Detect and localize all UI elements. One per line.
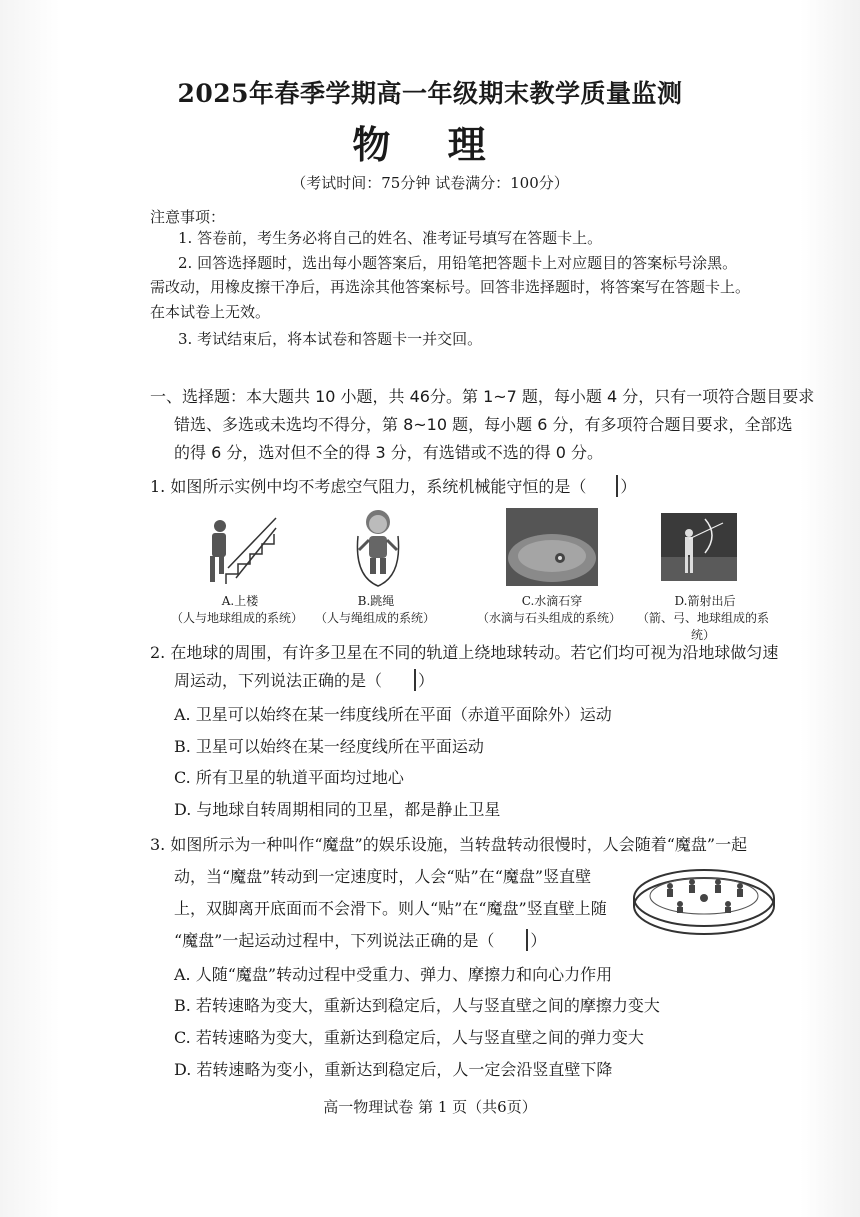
question-3-stem-line2: 动，当“魔盘”转动到一定速度时，人会“贴”在“魔盘”竖直壁	[174, 867, 592, 886]
subject-title: 物 理	[352, 122, 508, 167]
section-heading: 的得 6 分，选对但不全的得 3 分，有选错或不选的得 0 分。	[174, 443, 604, 462]
question-3-close: ）	[530, 931, 547, 950]
question-2-option-b: B. 卫星可以始终在某一经度线所在平面运动	[174, 737, 484, 756]
answer-blank	[384, 669, 416, 691]
figure-a-label: A.上楼	[221, 594, 259, 608]
notes-heading: 注意事项：	[150, 208, 226, 226]
question-2-option-c: C. 所有卫星的轨道平面均过地心	[174, 768, 404, 787]
question-3-stem-line4	[174, 928, 546, 951]
section-heading: 一、选择题：本大题共 10 小题，共 46分。第 1~7 题，每小题 4 分，只有一项符合题目要求	[150, 387, 815, 406]
exam-info: （考试时间：75分钟 试卷满分：100分）	[291, 174, 569, 192]
question-1-text: 1. 如图所示实例中均不考虑空气阻力，系统机械能守恒的是（	[150, 477, 587, 496]
jump-rope-illustration	[352, 506, 404, 588]
figure-b-label: B.跳绳	[357, 594, 395, 608]
question-3-option-a: A. 人随“魔盘”转动过程中受重力、弹力、摩擦力和向心力作用	[174, 965, 613, 984]
question-1-close: ）	[620, 477, 637, 496]
question-2-stem-line1: 2. 在地球的周围，有许多卫星在不同的轨道上绕地球转动。若它们均可视为沿地球做匀速	[150, 643, 779, 662]
question-3-option-b: B. 若转速略为变大，重新达到稳定后，人与竖直壁之间的摩擦力变大	[174, 996, 660, 1015]
question-2-option-a: A. 卫星可以始终在某一纬度线所在平面（赤道平面除外）运动	[174, 705, 612, 724]
question-3-option-c: C. 若转速略为变大，重新达到稳定后，人与竖直壁之间的弹力变大	[174, 1028, 644, 1047]
note-item: 3. 考试结束后，将本试卷和答题卡一并交回。	[178, 330, 483, 348]
question-2-text: 周运动，下列说法正确的是（	[174, 671, 383, 690]
question-2-stem-line2	[174, 668, 434, 691]
question-2-option-d: D. 与地球自转周期相同的卫星，都是静止卫星	[174, 800, 501, 819]
page-footer: 高一物理试卷 第 1 页（共6页）	[323, 1098, 537, 1116]
question-3-option-d: D. 若转速略为变小，重新达到稳定后，人一定会沿竖直壁下降	[174, 1060, 613, 1079]
note-item: 2. 回答选择题时，选出每小题答案后，用铅笔把答题卡上对应题目的答案标号涂黑。	[178, 254, 738, 272]
question-3-text: “魔盘”一起运动过程中，下列说法正确的是（	[174, 931, 495, 950]
question-1-stem	[150, 474, 636, 497]
stairs-illustration	[196, 508, 282, 586]
figure-d-label: D.箭射出后	[674, 594, 736, 608]
figure-c-sub: （水滴与石头组成的系统）	[476, 611, 621, 625]
magic-disc-illustration	[630, 862, 778, 942]
water-drip-stone-photo	[506, 508, 598, 586]
figure-c-label: C.水滴石穿	[521, 594, 583, 608]
exam-title: 2025年春季学期高一年级期末教学质量监测	[177, 79, 683, 108]
section-heading: 错选、多选或未选均不得分，第 8~10 题，每小题 6 分，有多项符合题目要求，全部选	[174, 415, 793, 434]
question-2-close: ）	[418, 671, 435, 690]
archery-photo	[661, 513, 737, 581]
note-item: 1. 答卷前，考生务必将自己的姓名、准考证号填写在答题卡上。	[178, 229, 603, 247]
question-3-stem-line3: 上，双脚离开底面而不会滑下。则人“贴”在“魔盘”竖直壁上随	[174, 899, 607, 918]
answer-blank	[496, 929, 528, 951]
figure-a-sub: （人与地球组成的系统）	[170, 611, 303, 625]
question-3-stem-line1: 3. 如图所示为一种叫作“魔盘”的娱乐设施，当转盘转动很慢时，人会随着“魔盘”一起	[150, 835, 748, 854]
note-item: 在本试卷上无效。	[150, 303, 271, 321]
note-item: 需改动，用橡皮擦干净后，再选涂其他答案标号。回答非选择题时，将答案写在答题卡上。	[150, 278, 751, 296]
figure-d-sub: （箭、弓、地球组成的系统）	[636, 611, 769, 642]
answer-blank	[588, 475, 618, 497]
figure-b-sub: （人与绳组成的系统）	[314, 611, 435, 625]
